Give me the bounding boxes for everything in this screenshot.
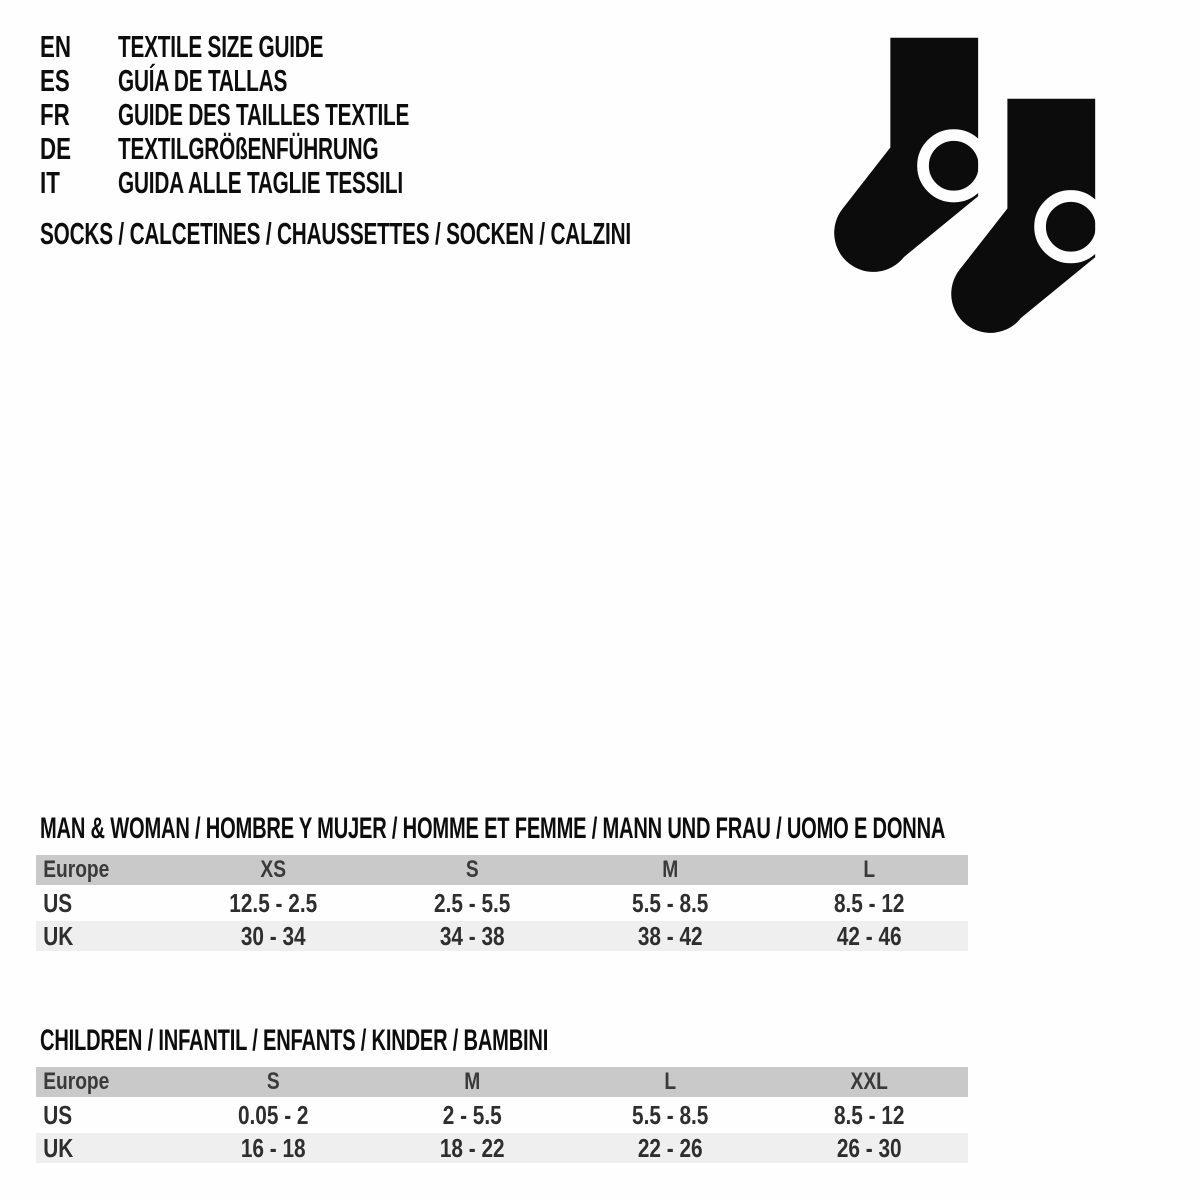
language-code: FR [40,97,70,132]
section-title-adults: MAN & WOMAN / HOMBRE Y MUJER / HOMME ET FEMME / MANN UND FRAU / UOMO E DONNA [40,812,946,845]
size-range-cell: 2.5 - 5.5 [433,888,511,918]
language-row-it [40,166,553,200]
language-title: GUIDE DES TAILLES TEXTILE [118,97,410,132]
column-header-size: XS [260,856,287,883]
column-header-size: S [465,856,479,883]
language-row-es [40,64,553,98]
language-row-en [40,30,553,64]
column-header-region: Europe [43,1068,110,1095]
table-header-row [36,1067,968,1097]
column-header-region: Europe [43,856,110,883]
column-header-size: XXL [850,1068,888,1095]
size-range-cell: 38 - 42 [637,921,703,951]
size-range-cell: 12.5 - 2.5 [229,888,318,918]
product-line-title: SOCKS / CALCETINES / CHAUSSETTES / SOCKEN / CALZINI [40,216,631,251]
table-row-us [36,888,968,918]
table-row-uk [36,1133,968,1163]
section-title-children: CHILDREN / INFANTIL / ENFANTS / KINDER / BAMBINI [40,1024,549,1057]
language-code: DE [40,131,72,166]
size-table-adults [36,855,968,954]
row-label: US [43,1100,73,1130]
size-range-cell: 5.5 - 8.5 [632,888,709,918]
size-table-children [36,1067,968,1166]
table-header-row [36,855,968,885]
language-title: GUÍA DE TALLAS [118,63,288,98]
size-range-cell: 8.5 - 12 [833,1100,905,1130]
column-header-size: M [662,856,679,883]
size-range-cell: 18 - 22 [439,1133,505,1163]
language-title-list [40,30,553,200]
column-header-size: L [862,856,875,883]
row-label: UK [43,1133,74,1163]
column-header-size: M [463,1068,480,1095]
sock-left-icon [834,38,984,272]
size-range-cell: 16 - 18 [241,1133,306,1163]
size-range-cell: 0.05 - 2 [238,1100,309,1130]
socks-icon [817,28,1110,345]
row-label: US [43,888,73,918]
language-title: GUIDA ALLE TAGLIE TESSILI [118,165,403,200]
language-title: TEXTILGRÖßENFÜHRUNG [118,131,379,166]
size-range-cell: 8.5 - 12 [833,888,905,918]
size-range-cell: 26 - 30 [836,1133,902,1163]
column-header-size: L [664,1068,677,1095]
language-row-de [40,132,553,166]
size-range-cell: 30 - 34 [241,921,306,951]
row-label: UK [43,921,74,951]
column-header-size: S [267,1068,280,1095]
size-range-cell: 42 - 46 [836,921,902,951]
table-row-uk [36,921,968,951]
language-code: EN [40,29,72,64]
language-row-fr [40,98,553,132]
table-row-us [36,1100,968,1130]
size-range-cell: 2 - 5.5 [442,1100,502,1130]
size-range-cell: 5.5 - 8.5 [632,1100,709,1130]
language-title: TEXTILE SIZE GUIDE [118,29,324,64]
language-code: IT [40,165,60,200]
size-range-cell: 22 - 26 [637,1133,703,1163]
language-code: ES [40,63,70,98]
size-range-cell: 34 - 38 [439,921,505,951]
